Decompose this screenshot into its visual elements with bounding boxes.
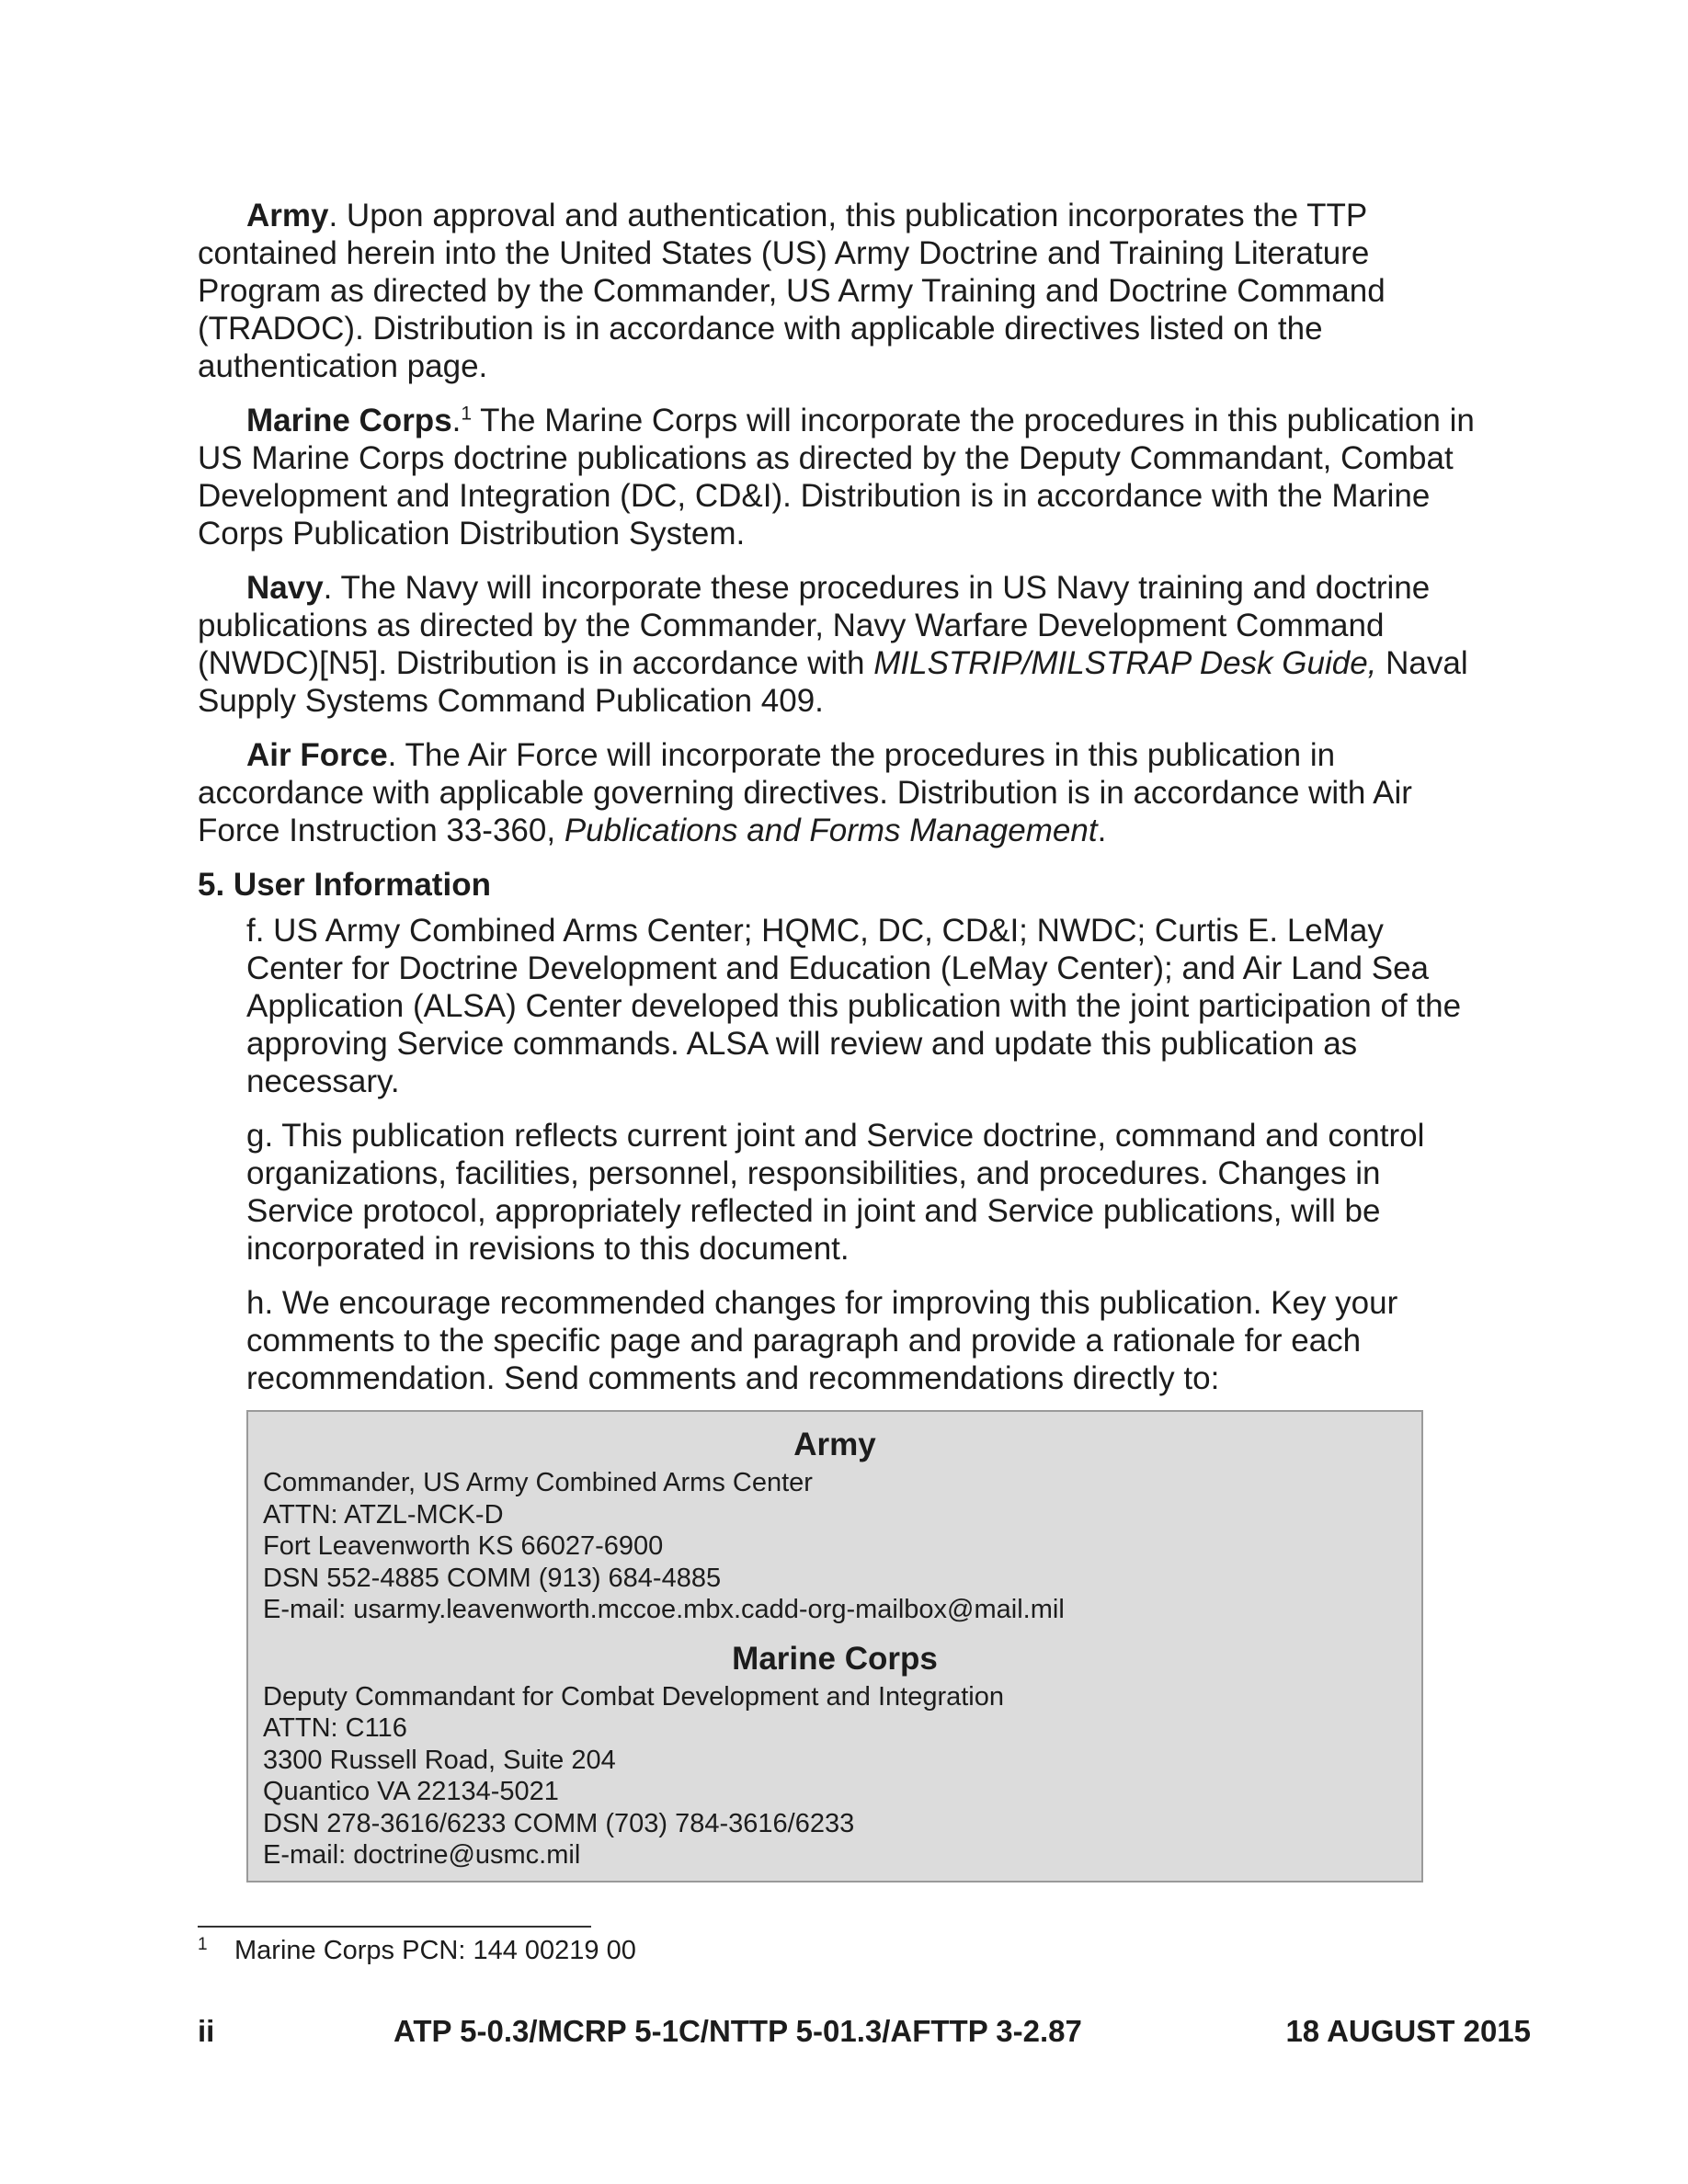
user-info-item-f: f. US Army Combined Arms Center; HQMC, DC, CD&I; NWDC; Curtis E. LeMay Center for Doctrine Development and Education (LeMay Center); and Air Land Sea Application (ALSA) Center developed this publication with the joint participation of the approving Service commands. ALSA will review and update this publication as necessary. [246, 913, 1462, 1099]
army-text: . Upon approval and authentication, this publication incorporates the TTP contained herein into the United States (US) Army Doctrine and Training Literature Program as directed by the Commander, US Army Training and Doctrine Command (TRADOC). Distribution is in accordance with applicable directives listed on the authentication page. [198, 198, 1386, 384]
marine-corps-contact-line: Quantico VA 22134-5021 [263, 1777, 559, 1806]
army-paragraph [198, 197, 1480, 385]
army-label: Army [246, 198, 329, 233]
air-force-text-after: . [1097, 813, 1107, 848]
footnote-reference[interactable]: 1 [461, 403, 473, 425]
page-footer [198, 2013, 1531, 2050]
footnote-text: Marine Corps PCN: 144 00219 00 [234, 1936, 636, 1965]
air-force-label: Air Force [246, 737, 388, 773]
marine-corps-contact-line: 3300 Russell Road, Suite 204 [263, 1745, 616, 1775]
marine-corps-paragraph [198, 402, 1480, 552]
section-heading: 5. User Information [198, 867, 491, 903]
air-force-text-before: . The Air Force will incorporate the procedures in this publication in accordance with applicable governing directives. Distribution is in accordance with Air Force Instruction 33-360, [198, 737, 1412, 848]
marine-corps-contact-line: Deputy Commandant for Combat Development and Integration [263, 1681, 1004, 1712]
marine-corps-contact-line: DSN 278-3616/6233 COMM (703) 784-3616/6233 [263, 1808, 855, 1838]
marine-corps-text: The Marine Corps will incorporate the procedures in this publication in US Marine Corps doctrine publications as directed by the Deputy Commandant, Combat Development and Integration (DC, CD&I). Distribution is in accordance with the Marine Corps Publication Distribution System. [198, 403, 1475, 552]
army-contact-heading: Army [793, 1427, 876, 1462]
army-contact-email[interactable]: E-mail: usarmy.leavenworth.mccoe.mbx.cadd-org-mailbox@mail.mil [263, 1595, 1065, 1624]
army-contact-line: ATTN: ATZL-MCK-D [263, 1499, 504, 1530]
army-contact-line: Commander, US Army Combined Arms Center [263, 1468, 813, 1497]
marine-corps-period: . [451, 403, 462, 438]
navy-text-before: . The Navy will incorporate these procedures in US Navy training and doctrine publications as directed by the Commander, Navy Warfare Development Command (NWDC)[N5]. Distribution is in accordance with [198, 570, 1431, 681]
contact-address-box [246, 1410, 1423, 1883]
footnote [198, 1934, 636, 1967]
marine-corps-contact-email[interactable]: E-mail: doctrine@usmc.mil [263, 1840, 581, 1870]
page-body [198, 197, 1480, 1883]
footnote-divider [198, 1926, 591, 1928]
army-contact-line: Fort Leavenworth KS 66027-6900 [263, 1531, 664, 1561]
publication-id: ATP 5-0.3/MCRP 5-1C/NTTP 5-01.3/AFTTP 3-2.87 [393, 2014, 1082, 2048]
navy-paragraph [198, 569, 1480, 720]
marine-corps-contact-heading: Marine Corps [732, 1640, 938, 1677]
user-info-item-g: g. This publication reflects current joint and Service doctrine, command and control organizations, facilities, personnel, responsibilities, and procedures. Changes in Service protocol, appropriately reflected in joint and Service publications, will be incorporated in revisions to this document. [246, 1118, 1425, 1267]
navy-citation: MILSTRIP/MILSTRAP Desk Guide, [873, 645, 1377, 681]
publication-date: 18 AUGUST 2015 [1285, 2014, 1531, 2048]
user-info-item-h: h. We encourage recommended changes for improving this publication. Key your comments to the specific page and paragraph and provide a rationale for each recommendation. Send comments and recommendations directly to: [246, 1285, 1398, 1396]
page-number: ii [198, 2014, 215, 2048]
marine-corps-contact-line: ATTN: C116 [263, 1713, 407, 1743]
navy-label: Navy [246, 570, 324, 606]
army-contact-line: DSN 552-4885 COMM (913) 684-4885 [263, 1563, 722, 1593]
air-force-paragraph [198, 736, 1480, 849]
footnote-number: 1 [198, 1935, 208, 1954]
navy-text-after: Naval Supply Systems Command Publication 409. [198, 645, 1468, 719]
air-force-citation: Publications and Forms Management [564, 813, 1098, 848]
marine-corps-label: Marine Corps [246, 403, 452, 438]
